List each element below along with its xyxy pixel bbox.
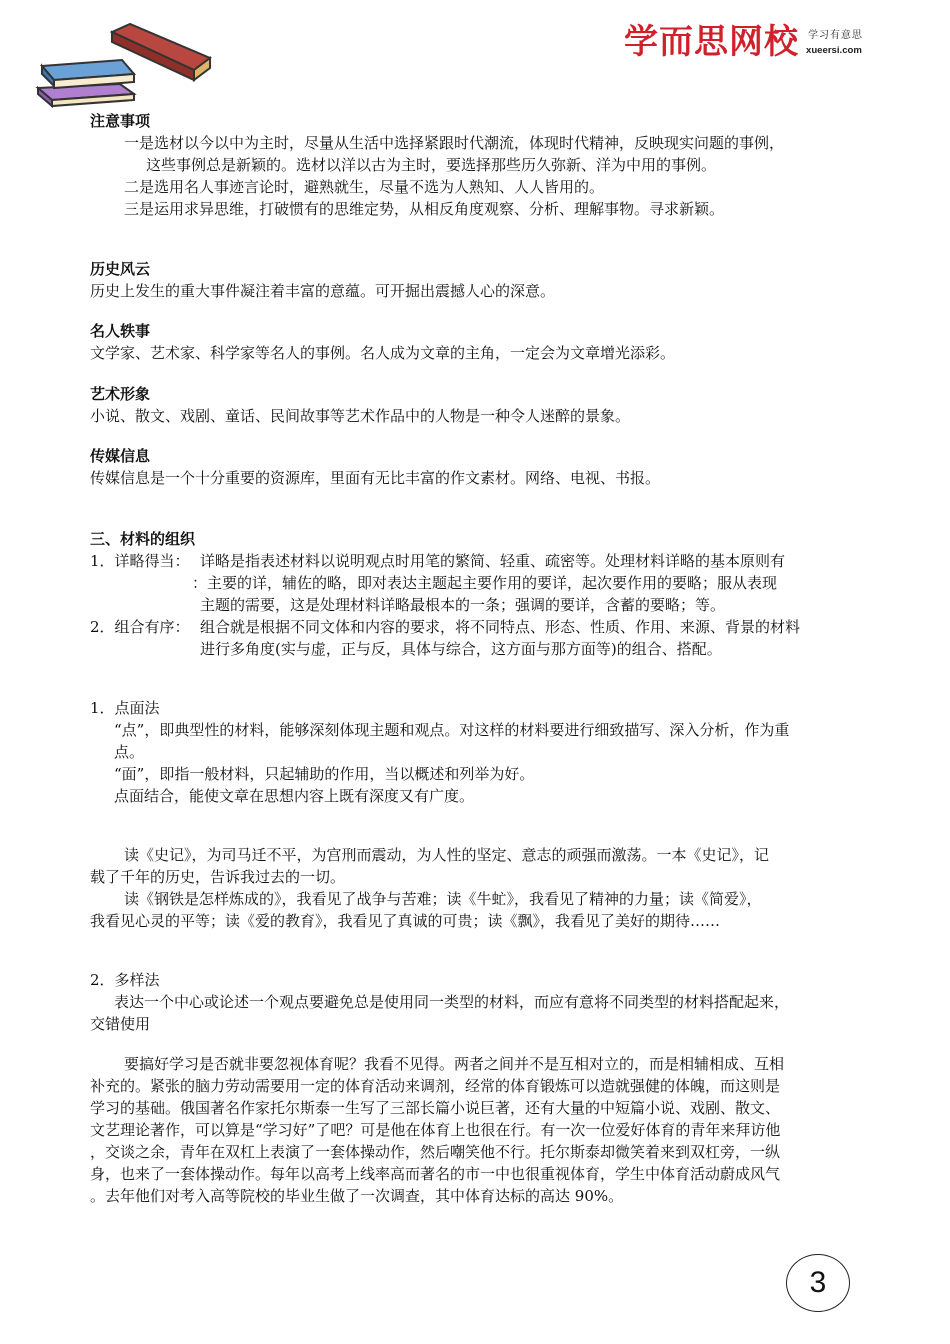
example1-line: 载了千年的历史，告诉我过去的一切。	[90, 868, 346, 886]
organization-item1-line: 主题的需要，这是处理材料详略最根本的一条；强调的要详，含蓄的要略；等。	[200, 596, 726, 614]
organization-item2-line: 进行多角度(实与虚，正与反，具体与综合，这方面与那方面等)的组合、搭配。	[200, 640, 722, 658]
source-heading-history: 历史风云	[90, 260, 151, 278]
method1-line: “面”，即指一般材料，只起辅助的作用，当以概述和列举为好。	[114, 765, 535, 783]
method2-line: 交错使用	[90, 1015, 151, 1033]
example2-line: 身，也来了一套体操动作。每年以高考上线率高而著名的市一中也很重视体育，学生中体育活动蔚成风气	[90, 1165, 781, 1183]
organization-item1-label: 1．详略得当：	[90, 552, 190, 570]
example2-line: 学习的基础。俄国著名作家托尔斯泰一生写了三部长篇小说巨著，还有大量的中短篇小说、戏剧、散文、	[90, 1099, 781, 1117]
source-text-media: 传媒信息是一个十分重要的资源库，里面有无比丰富的作文素材。网络、电视、书报。	[90, 469, 661, 487]
brand-domain: xueersi.com	[806, 45, 862, 56]
notes-line: 二是选用名人事迹言论时，避熟就生，尽量不选为人熟知、人人皆用的。	[124, 178, 605, 196]
method1-line: 点面结合，能使文章在思想内容上既有深度又有广度。	[114, 787, 475, 805]
organization-item1-line: ：主要的详，辅佐的略，即对表达主题起主要作用的要详，起次要作用的要略；服从表现	[192, 574, 778, 592]
method2-heading: 2．多样法	[90, 971, 160, 989]
example2-line: 要搞好学习是否就非要忽视体育呢？我看不见得。两者之间并不是互相对立的，而是相辅相成、互相	[124, 1055, 785, 1073]
method2-line: 表达一个中心或论述一个观点要避免总是使用同一类型的材料，而应有意将不同类型的材料搭配起来，	[114, 993, 790, 1011]
page-number-badge	[786, 1254, 850, 1312]
example1-line: 我看见心灵的平等；读《爱的教育》，我看见了真诚的可贵；读《飘》，我看见了美好的期待……	[90, 912, 721, 930]
example2-line: 。去年他们对考入高等院校的毕业生做了一次调查，其中体育达标的高达 90%。	[90, 1187, 624, 1205]
example1-line: 读《史记》，为司马迁不平，为宫刑而震动，为人性的坚定、意志的顽强而激荡。一本《史记》，记	[124, 846, 770, 864]
notes-line: 三是运用求异思维，打破惯有的思维定势，从相反角度观察、分析、理解事物。寻求新颖。	[124, 200, 725, 218]
notes-line: 一是选材以今以中为主时，尽量从生活中选择紧跟时代潮流，体现时代精神，反映现实问题的事例，	[124, 134, 785, 152]
page-number: 3	[809, 1266, 827, 1299]
example1-line: 读《钢铁是怎样炼成的》，我看见了战争与苦难；读《牛虻》，我看见了精神的力量；读《简爱》，	[124, 890, 762, 908]
organization-heading: 三、材料的组织	[90, 530, 196, 548]
source-heading-media: 传媒信息	[90, 447, 151, 465]
organization-item1-line: 详略是指表述材料以说明观点时用笔的繁简、轻重、疏密等。处理材料详略的基本原则有	[200, 552, 786, 570]
method1-line: 点。	[114, 743, 145, 761]
example2-line: ，交谈之余，青年在双杠上表演了一套体操动作，然后嘲笑他不行。托尔斯泰却微笑着来到双杠旁，一纵	[90, 1143, 781, 1161]
notes-line: 这些事例总是新颖的。选材以洋以古为主时，要选择那些历久弥新、洋为中用的事例。	[146, 156, 717, 174]
source-heading-celebrity: 名人轶事	[90, 322, 151, 340]
source-text-celebrity: 文学家、艺术家、科学家等名人的事例。名人成为文章的主角，一定会为文章增光添彩。	[90, 344, 676, 362]
organization-item2-line: 组合就是根据不同文体和内容的要求，将不同特点、形态、性质、作用、来源、背景的材料	[200, 618, 801, 636]
method1-line: “点”，即典型性的材料，能够深刻体现主题和观点。对这样的材料要进行细致描写、深入分析，作为重	[114, 721, 790, 739]
source-text-art: 小说、散文、戏剧、童话、民间故事等艺术作品中的人物是一种令人迷醉的景象。	[90, 407, 631, 425]
brand-slogan: 学习有意思	[808, 30, 863, 41]
books-illustration-icon	[34, 22, 214, 108]
example2-line: 补充的。紧张的脑力劳动需要用一定的体育活动来调剂，经常的体育锻炼可以造就强健的体魄，而这则是	[90, 1077, 781, 1095]
source-text-history: 历史上发生的重大事件凝注着丰富的意蕴。可开掘出震撼人心的深意。	[90, 282, 556, 300]
source-heading-art: 艺术形象	[90, 385, 151, 403]
method1-heading: 1．点面法	[90, 699, 160, 717]
example2-line: 文艺理论著作，可以算是“学习好”了吧？可是他在体育上也很在行。有一次一位爱好体育的青年来拜访他	[90, 1121, 781, 1139]
brand-logo-text: 学而思网校	[624, 22, 799, 62]
organization-item2-label: 2．组合有序：	[90, 618, 190, 636]
notes-heading: 注意事项	[90, 112, 151, 130]
